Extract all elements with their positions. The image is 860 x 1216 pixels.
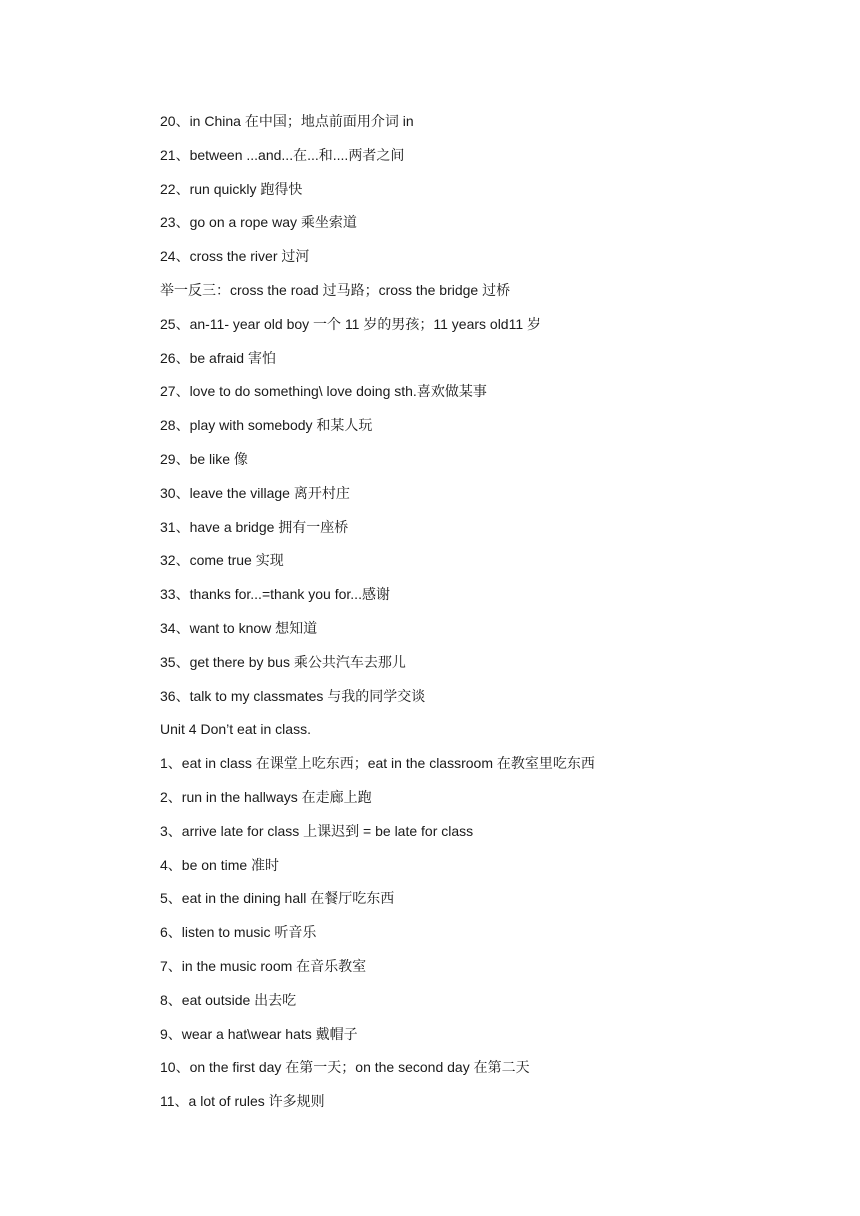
vocab-line-21: 21、between ...and...在...和....两者之间 [160,146,405,163]
vocab-line-20: 20、in China 在中国；地点前面用介词 in [160,113,414,129]
vocab-line-2: 2、run in the hallways 在走廊上跑 [160,788,372,805]
vocab-line-3: 3、arrive late for class 上课迟到 = be late for class [160,822,474,839]
vocab-line-11: 11、a lot of rules 许多规则 [160,1093,325,1110]
vocab-line-31: 31、have a bridge 拥有一座桥 [160,518,349,535]
vocab-line-28: 28、play with somebody 和某人玩 [160,417,373,434]
vocab-line-8: 8、eat outside 出去吃 [160,991,297,1008]
vocab-line-33: 33、thanks for...=thank you for...感谢 [160,586,390,603]
vocab-line-35: 35、get there by bus 乘公共汽车去那儿 [160,653,406,670]
vocab-line-7: 7、in the music room 在音乐教室 [160,957,367,974]
vocab-line-22: 22、run quickly 跑得快 [160,180,303,197]
vocab-line-23: 23、go on a rope way 乘坐索道 [160,214,357,231]
vocab-line-4: 4、be on time 准时 [160,856,280,873]
vocab-line-27: 27、love to do something\ love doing sth.喜欢做某事 [160,383,487,400]
vocab-line-10: 10、on the first day 在第一天；on the second day 在第二天 [160,1059,530,1076]
vocab-line-6: 6、listen to music 听音乐 [160,924,317,941]
vocab-line-29: 29、be like 像 [160,450,248,467]
vocab-line-9: 9、wear a hat\wear hats 戴帽子 [160,1025,358,1042]
vocab-line-25: 25、an-11- year old boy 一个 11 岁的男孩；11 years old11 岁 [160,315,542,332]
unit-heading: Unit 4 Don’t eat in class. [160,721,311,738]
extension-note: 举一反三：cross the road 过马路；cross the bridge 过桥 [160,281,511,298]
vocab-line-34: 34、want to know 想知道 [160,619,318,636]
vocab-line-26: 26、be afraid 害怕 [160,349,276,366]
vocab-line-5: 5、eat in the dining hall 在餐厅吃东西 [160,890,395,907]
vocab-line-24: 24、cross the river 过河 [160,248,310,265]
vocab-line-1: 1、eat in class 在课堂上吃东西；eat in the classroom 在教室里吃东西 [160,755,595,772]
vocab-line-30: 30、leave the village 离开村庄 [160,484,350,501]
vocabulary-list [160,108,820,1122]
vocab-line-36: 36、talk to my classmates 与我的同学交谈 [160,687,426,704]
vocab-line-32: 32、come true 实现 [160,552,284,569]
